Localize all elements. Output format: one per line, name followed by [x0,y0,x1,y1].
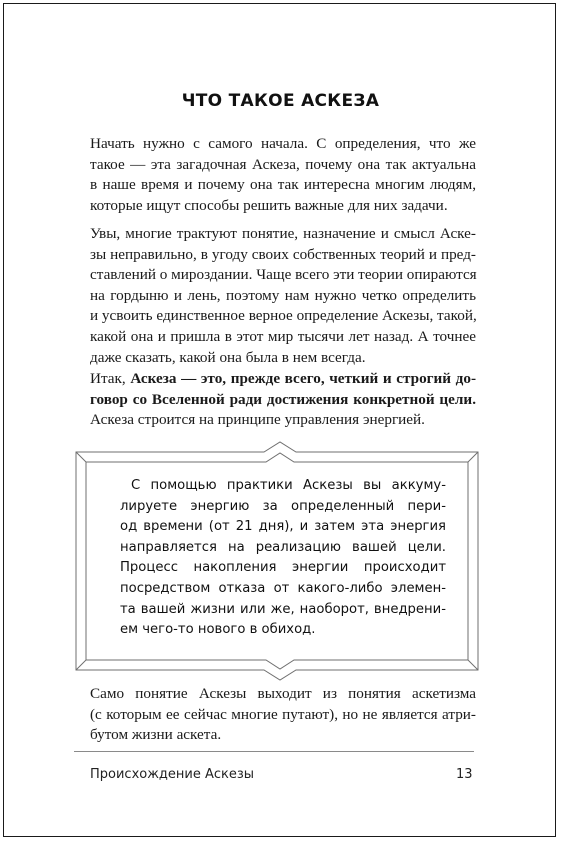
definition-bold: Аскеза — это, прежде всего, четкий и строгий до- [130,370,476,387]
text-line: такое — эта загадочная Аскеза, почему она так актуальна [90,155,476,173]
text-line: на гордыню и лень, поэтому нам нужно четко определить [90,286,476,304]
text-line [90,390,476,411]
paragraph-intro [90,134,476,216]
definition-bold: говор со Вселенной ради достижения конкретной цели. [90,390,476,408]
text-line: ем чего-то нового в обиход. [120,622,316,638]
book-page [3,3,556,837]
text-line: лируете энергию за определенный пери- [120,498,446,514]
text-line: та вашей жизни или же, наоборот, внедрени- [120,601,446,617]
text-line: какой она и пришла в этот мир тысячи лет назад. А точнее [90,327,476,345]
text-line [90,369,476,390]
page-number: 13 [456,767,473,782]
text-line: бутом жизни аскета. [90,726,222,744]
text-line: зы неправильно, в угоду своих собственных теорий и пред- [90,245,476,263]
footer-divider [74,751,474,752]
callout-text [120,476,446,641]
paragraph-misinterpretation [90,224,476,368]
text-plain: Итак, [90,370,131,387]
text-line: Само понятие Аскезы выходит из понятия аскетизма [90,685,476,702]
text-line: Увы, многие трактуют понятие, назначение и смысл Аске- [90,225,476,242]
text-line: Аскеза строится на принципе управления энергией. [90,411,425,429]
text-line: и усвоить единственное верное определение Аскезы, такой, [90,307,477,325]
text-line: (с которым ее сейчас многие путают), но не является атри- [90,705,476,723]
running-footer-section: Происхождение Аскезы [90,767,255,782]
text-line: в наше время и почему она так интересна многим людям, [90,176,476,194]
text-line: С помощью практики Аскезы вы аккуму- [131,478,446,493]
paragraph-definition [90,369,476,431]
chapter-title: ЧТО ТАКОЕ АСКЕЗА [181,91,380,111]
text-line: которые ищут способы решить важные для них задачи. [90,196,448,214]
text-line: од времени (от 21 дня), и затем эта энергия [120,519,446,535]
text-line: посредством отказа от какого-либо элемен- [120,580,446,596]
text-line: Начать нужно с самого начала. С определения, что же [90,135,476,152]
text-line: направляется на реализацию вашей цели. [120,539,446,555]
paragraph-asceticism [90,684,476,746]
text-line: ставлений о мироздании. Чаще всего эти теории опираются [90,266,477,284]
text-line: Процесс накопления энергии происходит [120,560,446,576]
text-line: даже сказать, какой она была в нем всегда. [90,348,366,366]
